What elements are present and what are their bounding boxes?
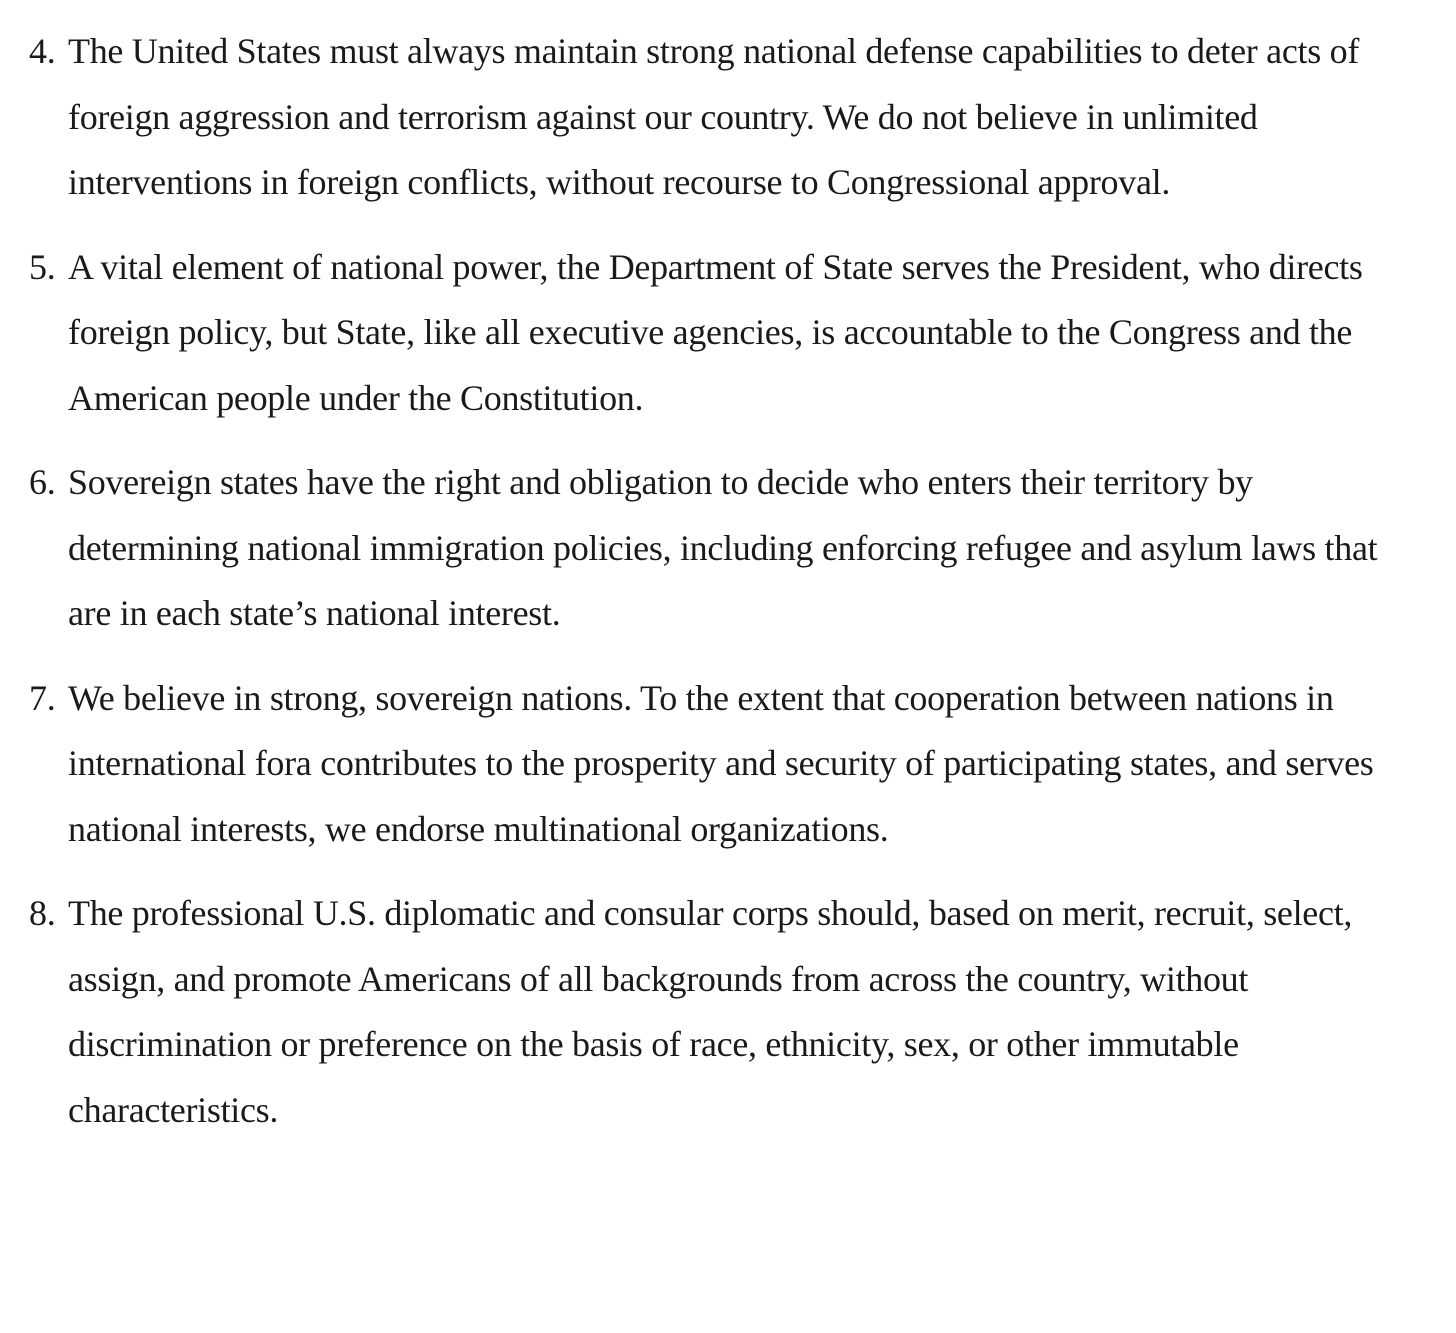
list-item-text: A vital element of national power, the Department of State serves the President, who directs foreign policy, but State, like all executive agencies, is accountable to the Congress and the American people under the Constitution. bbox=[68, 246, 1363, 418]
list-item-number: 7. bbox=[29, 677, 56, 718]
list-item-text: We believe in strong, sovereign nations. To the extent that cooperation between nations in international fora contributes to the prosperity and security of participating states, and serves national interests, we endorse multinational organizations. bbox=[68, 677, 1374, 849]
list-item bbox=[0, 235, 1456, 432]
numbered-list bbox=[0, 19, 1456, 1162]
list-item-text: The professional U.S. diplomatic and consular corps should, based on merit, recruit, select, assign, and promote Americans of all backgrounds from across the country, without discrimination or preference on the basis of race, ethnicity, sex, or other immutable characteristics. bbox=[68, 893, 1353, 1130]
list-item-number: 6. bbox=[29, 462, 56, 502]
list-item-text: The United States must always maintain strong national defense capabilities to deter acts of foreign aggression and terrorism against our country. We do not believe in unlimited interventions in foreign conflicts, without recourse to Congressional approval. bbox=[68, 31, 1360, 202]
list-item bbox=[0, 450, 1456, 647]
list-item bbox=[0, 19, 1456, 216]
list-item-text: Sovereign states have the right and obligation to decide who enters their territory by determining national immigration policies, including enforcing refugee and asylum laws that are in each state’s national interest. bbox=[68, 462, 1378, 633]
list-item-number: 5. bbox=[29, 246, 56, 287]
list-item bbox=[0, 666, 1456, 863]
list-item-number: 4. bbox=[29, 31, 56, 71]
list-item bbox=[0, 881, 1456, 1143]
list-item-number: 8. bbox=[29, 893, 56, 933]
